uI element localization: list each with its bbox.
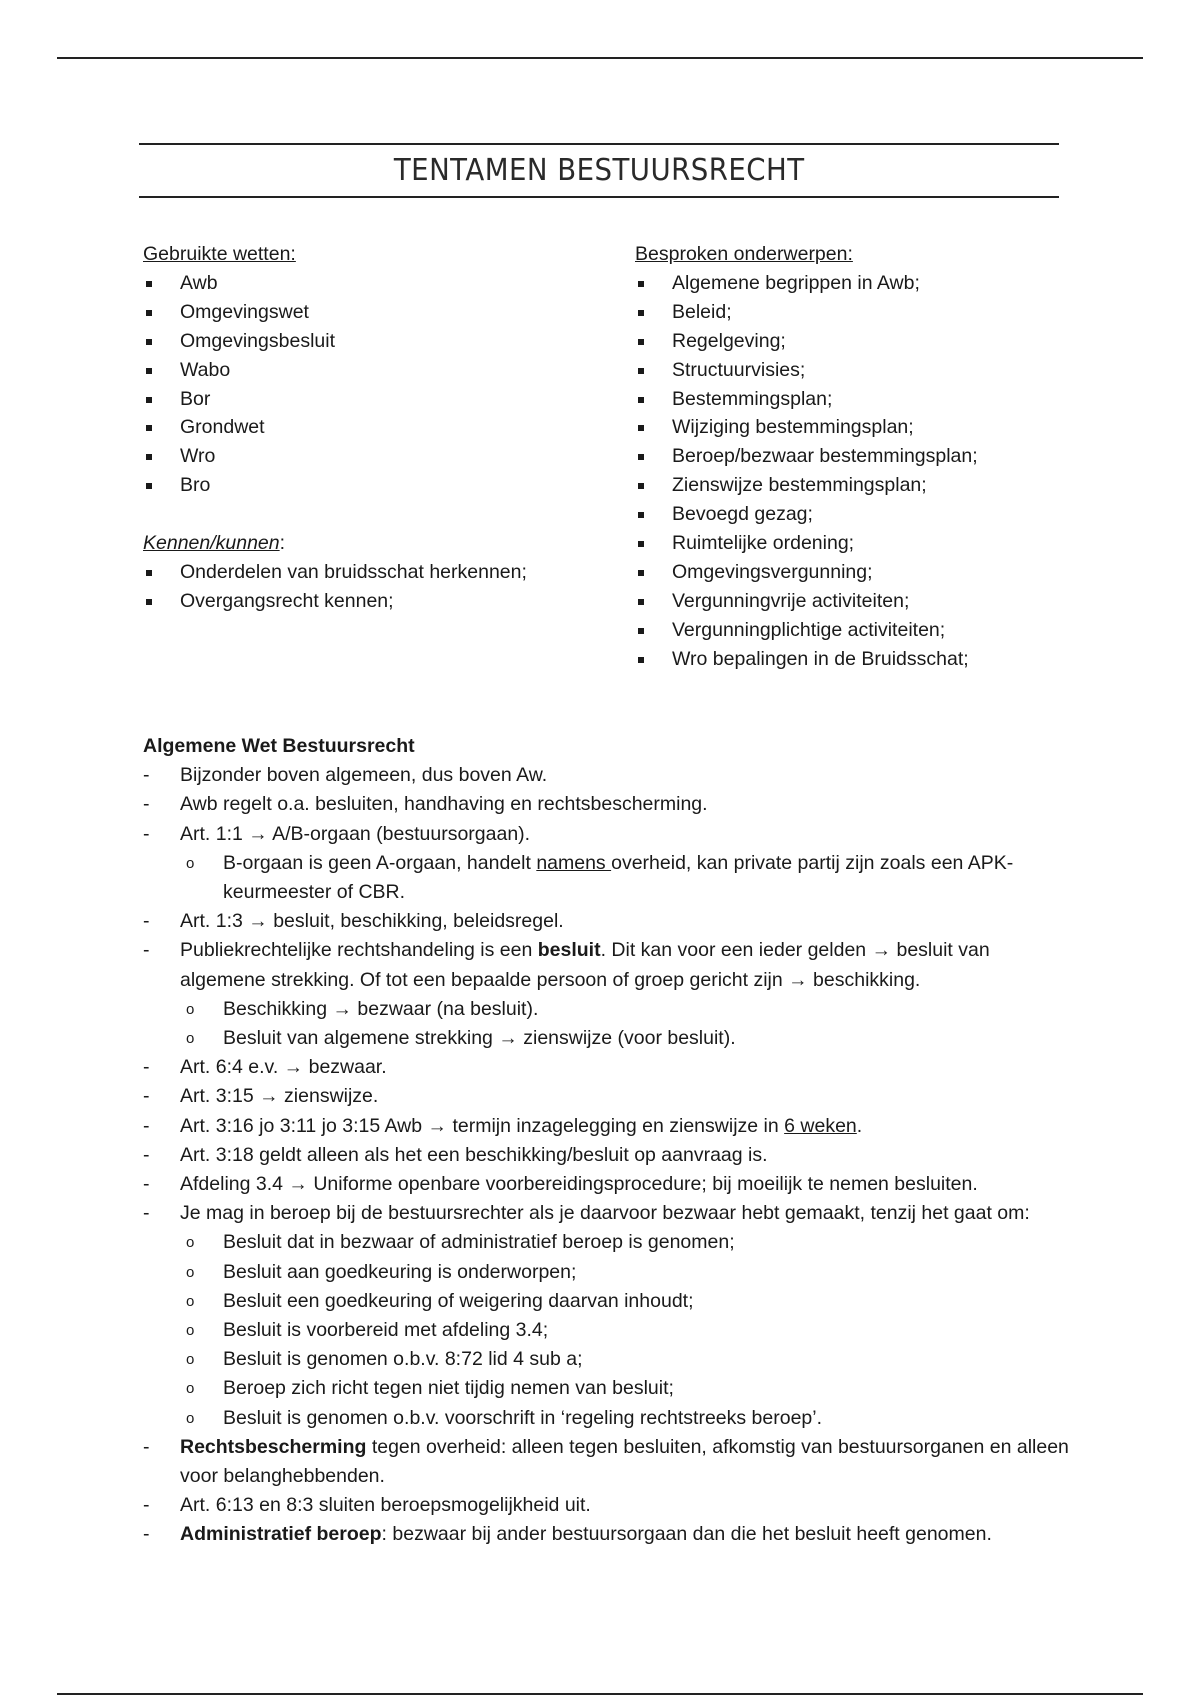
dash-marker: -: [143, 822, 150, 845]
list-item: - Art. 1:3 → besluit, beschikking, beleidsregel.: [143, 907, 1073, 936]
list-item: Wabo: [143, 356, 613, 385]
list-item: Omgevingsbesluit: [143, 327, 613, 356]
sub-list-item: o Besluit is genomen o.b.v. voorschrift in ‘regeling rechtstreeks beroep’.: [143, 1404, 1073, 1433]
list-item: Vergunningplichtige activiteiten;: [635, 616, 1105, 645]
list-item: Bestemmingsplan;: [635, 385, 1105, 414]
list-item: - Art. 6:13 en 8:3 sluiten beroepsmogelijkheid uit.: [143, 1491, 1073, 1520]
dash-marker: -: [143, 939, 150, 962]
list-item: Beroep/bezwaar bestemmingsplan;: [635, 442, 1105, 471]
dash-marker: -: [143, 1435, 150, 1458]
section-heading: Algemene Wet Bestuursrecht: [143, 735, 415, 757]
list-item: - Publiekrechtelijke rechtshandeling is een besluit. Dit kan voor een ieder gelden → besluit van algemene strekking. Of tot een bepaalde persoon of groep gericht zijn → beschikking.: [143, 936, 1073, 994]
awb-section: [143, 732, 1073, 1550]
sub-list-item: o Beroep zich richt tegen niet tijdig nemen van besluit;: [143, 1374, 1073, 1403]
circle-marker: o: [186, 1351, 195, 1369]
dash-marker: -: [143, 1056, 150, 1079]
list-item: Wro bepalingen in de Bruidsschat;: [635, 645, 1105, 674]
list-item: Awb: [143, 269, 613, 298]
skills-heading: Kennen/kunnen:: [143, 532, 286, 555]
topics-heading: Besproken onderwerpen:: [635, 243, 853, 265]
dash-marker: -: [143, 1085, 150, 1108]
list-item: Wro: [143, 442, 613, 471]
laws-heading: Gebruikte wetten:: [143, 243, 296, 265]
circle-marker: o: [186, 1322, 195, 1340]
list-item: Overgangsrecht kennen;: [143, 587, 613, 616]
list-item: Zienswijze bestemmingsplan;: [635, 471, 1105, 500]
sub-list-item: o Besluit is genomen o.b.v. 8:72 lid 4 sub a;: [143, 1345, 1073, 1374]
circle-marker: o: [186, 1409, 195, 1427]
list-item: Omgevingsvergunning;: [635, 558, 1105, 587]
sub-list-item: o B-orgaan is geen A-orgaan, handelt namens overheid, kan private partij zijn zoals een APK-keurmeester of CBR.: [143, 849, 1073, 907]
title-box: [139, 143, 1059, 198]
list-item: Regelgeving;: [635, 327, 1105, 356]
skills-list: [143, 558, 613, 616]
dash-marker: -: [143, 764, 150, 787]
list-item: Algemene begrippen in Awb;: [635, 269, 1105, 298]
list-item: Omgevingswet: [143, 298, 613, 327]
list-item: - Art. 3:15 → zienswijze.: [143, 1082, 1073, 1111]
page-bottom-rule: [57, 1693, 1143, 1695]
circle-marker: o: [186, 1000, 195, 1018]
list-item: - Art. 1:1 → A/B-orgaan (bestuursorgaan).: [143, 820, 1073, 849]
page-top-rule: [57, 57, 1143, 59]
list-item: - Awb regelt o.a. besluiten, handhaving en rechtsbescherming.: [143, 790, 1073, 819]
sub-list-item: o Besluit aan goedkeuring is onderworpen;: [143, 1258, 1073, 1287]
left-column: [143, 240, 613, 616]
dash-marker: -: [143, 793, 150, 816]
dash-marker: -: [143, 910, 150, 933]
list-item: Onderdelen van bruidsschat herkennen;: [143, 558, 613, 587]
circle-marker: o: [186, 1263, 195, 1281]
circle-marker: o: [186, 1380, 195, 1398]
list-item: Bor: [143, 385, 613, 414]
list-item: Structuurvisies;: [635, 356, 1105, 385]
dash-marker: -: [143, 1143, 150, 1166]
dash-marker: -: [143, 1114, 150, 1137]
sub-list-item: o Besluit dat in bezwaar of administratief beroep is genomen;: [143, 1228, 1073, 1257]
list-item: - Art. 6:4 e.v. → bezwaar.: [143, 1053, 1073, 1082]
circle-marker: o: [186, 1030, 195, 1048]
list-item: Bevoegd gezag;: [635, 500, 1105, 529]
topics-list: [635, 269, 1105, 674]
list-item: Wijziging bestemmingsplan;: [635, 413, 1105, 442]
sub-list-item: o Besluit is voorbereid met afdeling 3.4;: [143, 1316, 1073, 1345]
list-item: Ruimtelijke ordening;: [635, 529, 1105, 558]
sub-list-item: o Beschikking → bezwaar (na besluit).: [143, 995, 1073, 1024]
list-item: - Art. 3:18 geldt alleen als het een beschikking/besluit op aanvraag is.: [143, 1141, 1073, 1170]
circle-marker: o: [186, 1292, 195, 1310]
list-item: - Je mag in beroep bij de bestuursrechter als je daarvoor bezwaar hebt gemaakt, tenzij het gaat om:: [143, 1199, 1073, 1228]
list-item: Grondwet: [143, 413, 613, 442]
circle-marker: o: [186, 1234, 195, 1252]
page-title: TENTAMEN BESTUURSRECHT: [393, 153, 805, 188]
dash-marker: -: [143, 1173, 150, 1196]
list-item: - Administratief beroep: bezwaar bij ander bestuursorgaan dan die het besluit heeft genomen.: [143, 1520, 1073, 1549]
list-item: Vergunningvrije activiteiten;: [635, 587, 1105, 616]
dash-marker: -: [143, 1523, 150, 1546]
list-item: - Rechtsbescherming tegen overheid: alleen tegen besluiten, afkomstig van bestuursorganen en alleen voor belanghebbenden.: [143, 1433, 1073, 1491]
list-item: Beleid;: [635, 298, 1105, 327]
laws-list: [143, 269, 613, 500]
dash-marker: -: [143, 1494, 150, 1517]
right-column: [635, 240, 1105, 674]
circle-marker: o: [186, 854, 195, 872]
sub-list-item: o Besluit van algemene strekking → zienswijze (voor besluit).: [143, 1024, 1073, 1053]
dash-marker: -: [143, 1202, 150, 1225]
list-item: - Art. 3:16 jo 3:11 jo 3:15 Awb → termijn inzagelegging en zienswijze in 6 weken.: [143, 1112, 1073, 1141]
sub-list-item: o Besluit een goedkeuring of weigering daarvan inhoudt;: [143, 1287, 1073, 1316]
list-item: Bro: [143, 471, 613, 500]
list-item: - Afdeling 3.4 → Uniforme openbare voorbereidingsprocedure; bij moeilijk te nemen besluiten.: [143, 1170, 1073, 1199]
list-item: - Bijzonder boven algemeen, dus boven Aw.: [143, 761, 1073, 790]
